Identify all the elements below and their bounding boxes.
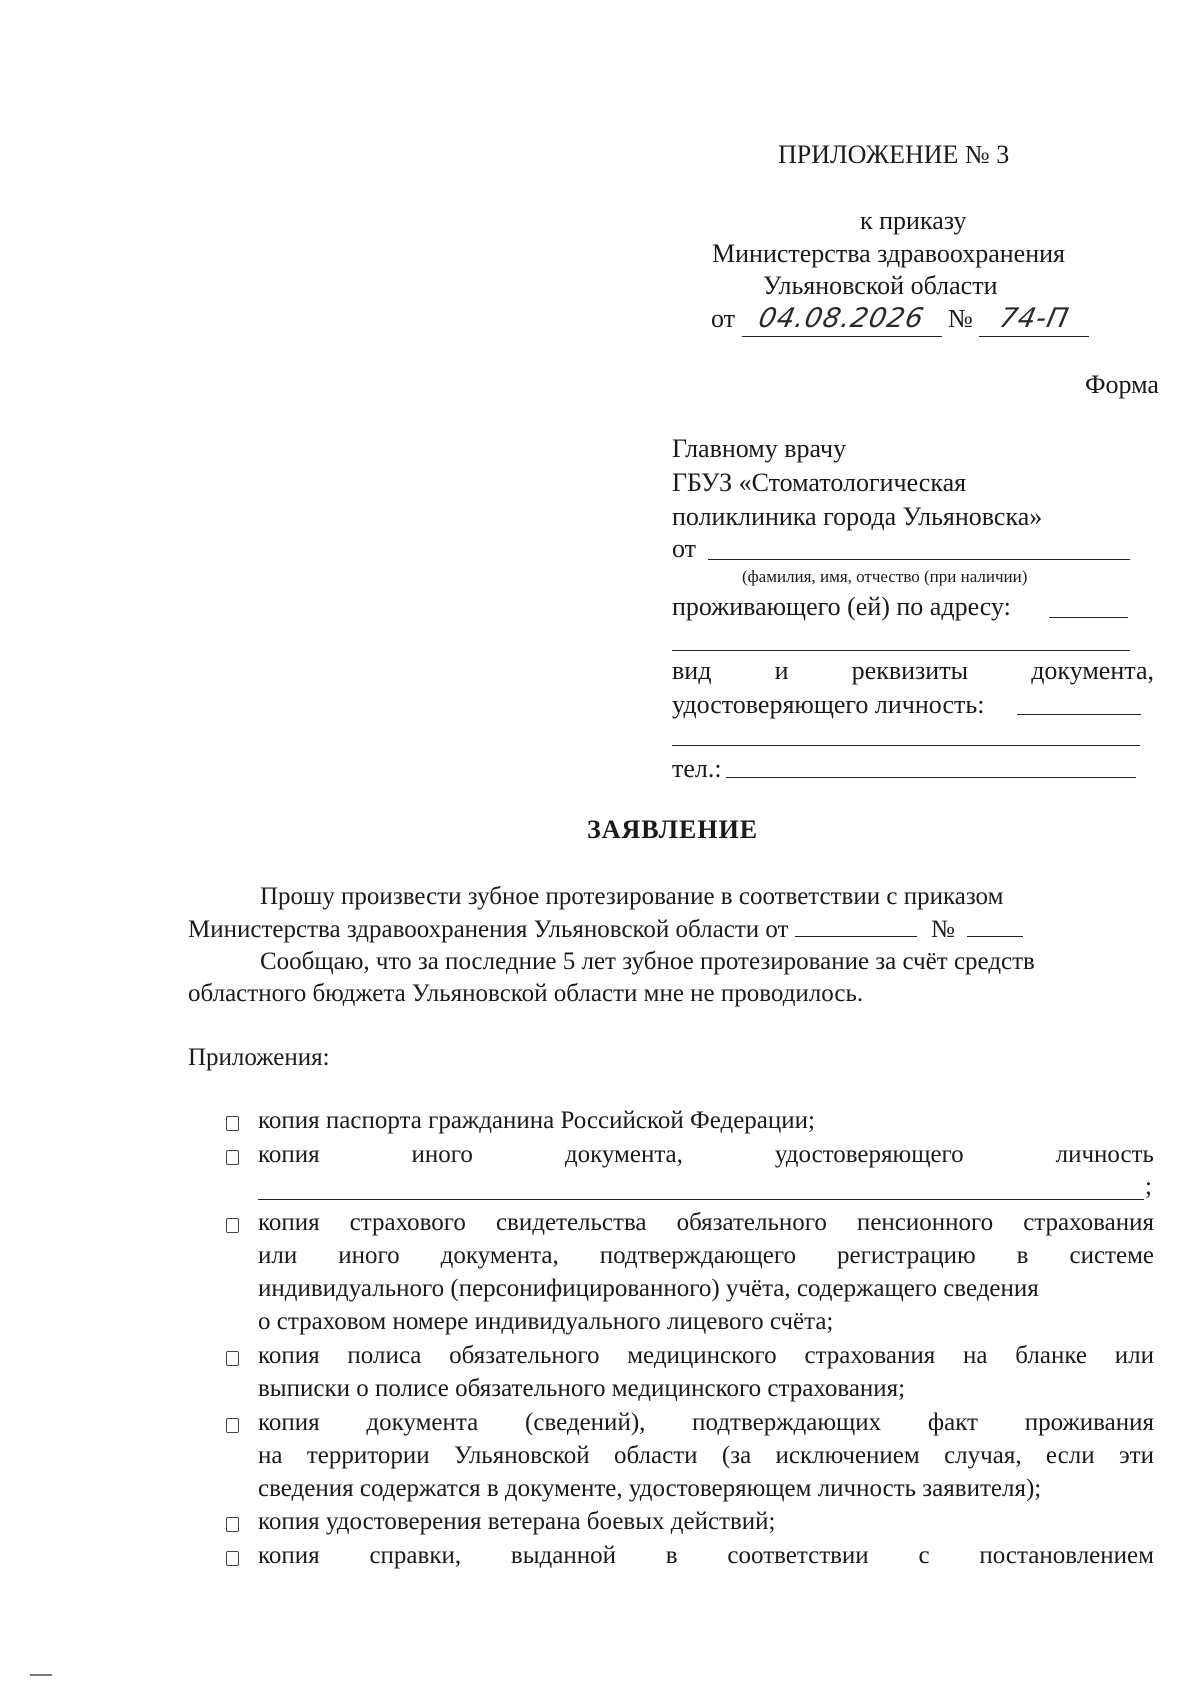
attachment-1-text: копия паспорта гражданина Российской Федерации; bbox=[258, 1107, 815, 1134]
region-label: Ульяновской области bbox=[763, 271, 998, 300]
scan-artifact bbox=[30, 1674, 52, 1676]
document-title: ЗАЯВЛЕНИЕ bbox=[587, 815, 759, 844]
attachment-4-line-2: выписки о полисе обязательного медицинского страхования; bbox=[258, 1375, 906, 1402]
attachment-2-word: документа, bbox=[564, 1141, 683, 1168]
attachment-7-word: с bbox=[918, 1542, 930, 1569]
addressee-line-3: поликлиника города Ульяновска» bbox=[672, 502, 1043, 531]
attachment-7-word: в bbox=[665, 1542, 678, 1569]
attachment-2-line-1 bbox=[258, 1139, 1154, 1171]
from-prefix: от bbox=[711, 304, 736, 333]
attachments-label: Приложения: bbox=[188, 1044, 330, 1071]
attachment-6-text: копия удостоверения ветерана боевых действий; bbox=[258, 1508, 776, 1535]
attachment-5-checkbox[interactable] bbox=[226, 1418, 239, 1438]
body-p2-line1: Сообщаю, что за последние 5 лет зубное протезирование за счёт средств bbox=[260, 948, 1035, 975]
order-date-field bbox=[742, 302, 942, 337]
fio-hint: (фамилия, имя, отчество (при наличии) bbox=[742, 567, 1028, 586]
attachment-2-fill-line bbox=[258, 1199, 1144, 1200]
attachment-3-checkbox[interactable] bbox=[226, 1218, 239, 1238]
number-sign: № bbox=[948, 304, 973, 333]
order-ref-number-sign: № bbox=[930, 916, 955, 943]
address-line-a bbox=[1049, 617, 1128, 618]
body-p1-text: Министерства здравоохранения Ульяновской области от bbox=[188, 916, 789, 943]
attachment-7-word: постановлением bbox=[979, 1542, 1154, 1569]
body-p1-line1: Прошу произвести зубное протезирование в соответствии с приказом bbox=[260, 883, 1004, 910]
attachment-3-line-2: или иного документа, подтверждающего регистрацию в системе bbox=[258, 1242, 1154, 1269]
body-p1-line2 bbox=[188, 914, 1023, 946]
order-number-handwritten: 74-П bbox=[996, 303, 1072, 334]
attachment-3-line-1: копия страхового свидетельства обязательного пенсионного страхования bbox=[258, 1209, 1154, 1236]
attachment-5-line-2: на территории Ульяновской области (за исключением случая, если эти bbox=[258, 1442, 1154, 1469]
attachment-4-checkbox[interactable] bbox=[226, 1351, 239, 1371]
order-ref-number-line bbox=[967, 914, 1023, 937]
attachment-2-checkbox[interactable] bbox=[226, 1150, 239, 1170]
ministry-label: Министерства здравоохранения bbox=[712, 239, 1065, 268]
attachment-7-checkbox[interactable] bbox=[226, 1551, 239, 1571]
body-p2-line2: областного бюджета Ульяновской области мне не проводилось. bbox=[188, 980, 864, 1007]
checkbox-icon bbox=[226, 1351, 239, 1366]
attachment-7-word: выданной bbox=[510, 1542, 616, 1569]
form-label: Форма bbox=[1085, 370, 1159, 399]
applicant-from-label: от bbox=[672, 534, 697, 563]
attachment-4-line-1: копия полиса обязательного медицинского страхования на бланке или bbox=[258, 1342, 1154, 1369]
order-number-field bbox=[979, 302, 1089, 337]
to-order-label: к приказу bbox=[860, 206, 967, 235]
id-doc-word: вид bbox=[672, 656, 712, 685]
id-doc-word: и bbox=[774, 656, 789, 685]
id-document-line-a bbox=[1017, 714, 1141, 715]
attachment-1-checkbox[interactable] bbox=[226, 1116, 239, 1136]
checkbox-icon bbox=[226, 1551, 239, 1566]
checkbox-icon bbox=[226, 1218, 239, 1233]
attachment-2-word: иного bbox=[411, 1141, 473, 1168]
attachment-2-word: копия bbox=[258, 1141, 320, 1168]
attachment-3-line-3: индивидуального (персонифицированного) учёта, содержащего сведения bbox=[258, 1275, 1039, 1302]
addressee-line-2: ГБУЗ «Стоматологическая bbox=[672, 468, 967, 497]
id-document-line-2: удостоверяющего личность: bbox=[672, 690, 985, 719]
attachment-7-word: копия bbox=[258, 1542, 320, 1569]
order-ref-date-line bbox=[795, 914, 917, 937]
attachment-7-word: справки, bbox=[369, 1542, 462, 1569]
attachment-3-line-4: о страховом номере индивидуального лицевого счёта; bbox=[258, 1308, 834, 1335]
id-doc-word: документа, bbox=[1031, 656, 1154, 685]
attachment-7-line-1 bbox=[258, 1540, 1154, 1572]
id-document-line-1 bbox=[672, 654, 1154, 688]
phone-label: тел.: bbox=[672, 754, 722, 783]
attachment-5-line-1: копия документа (сведений), подтверждающих факт проживания bbox=[258, 1409, 1154, 1436]
id-document-line-b bbox=[672, 745, 1140, 746]
attachment-2-tail: ; bbox=[1145, 1173, 1152, 1200]
attachment-2-word: удостоверяющего bbox=[774, 1141, 964, 1168]
attachment-2-word: личность bbox=[1055, 1141, 1154, 1168]
checkbox-icon bbox=[226, 1517, 239, 1532]
checkbox-icon bbox=[226, 1418, 239, 1433]
attachment-5-line-3: сведения содержатся в документе, удостоверяющем личность заявителя); bbox=[258, 1475, 1042, 1502]
checkbox-icon bbox=[226, 1150, 239, 1165]
order-date-line bbox=[711, 302, 1089, 337]
address-label: проживающего (ей) по адресу: bbox=[672, 592, 1011, 621]
applicant-name-line bbox=[708, 559, 1130, 560]
checkbox-icon bbox=[226, 1116, 239, 1131]
order-date-handwritten: 04.08.2026 bbox=[756, 303, 928, 334]
attachment-6-checkbox[interactable] bbox=[226, 1517, 239, 1537]
address-line-b bbox=[672, 650, 1130, 651]
attachment-7-word: соответствии bbox=[727, 1542, 869, 1569]
addressee-line-1: Главному врачу bbox=[672, 434, 847, 463]
phone-line bbox=[726, 777, 1136, 778]
appendix-heading: ПРИЛОЖЕНИЕ № 3 bbox=[778, 140, 1010, 169]
id-doc-word: реквизиты bbox=[851, 656, 969, 685]
